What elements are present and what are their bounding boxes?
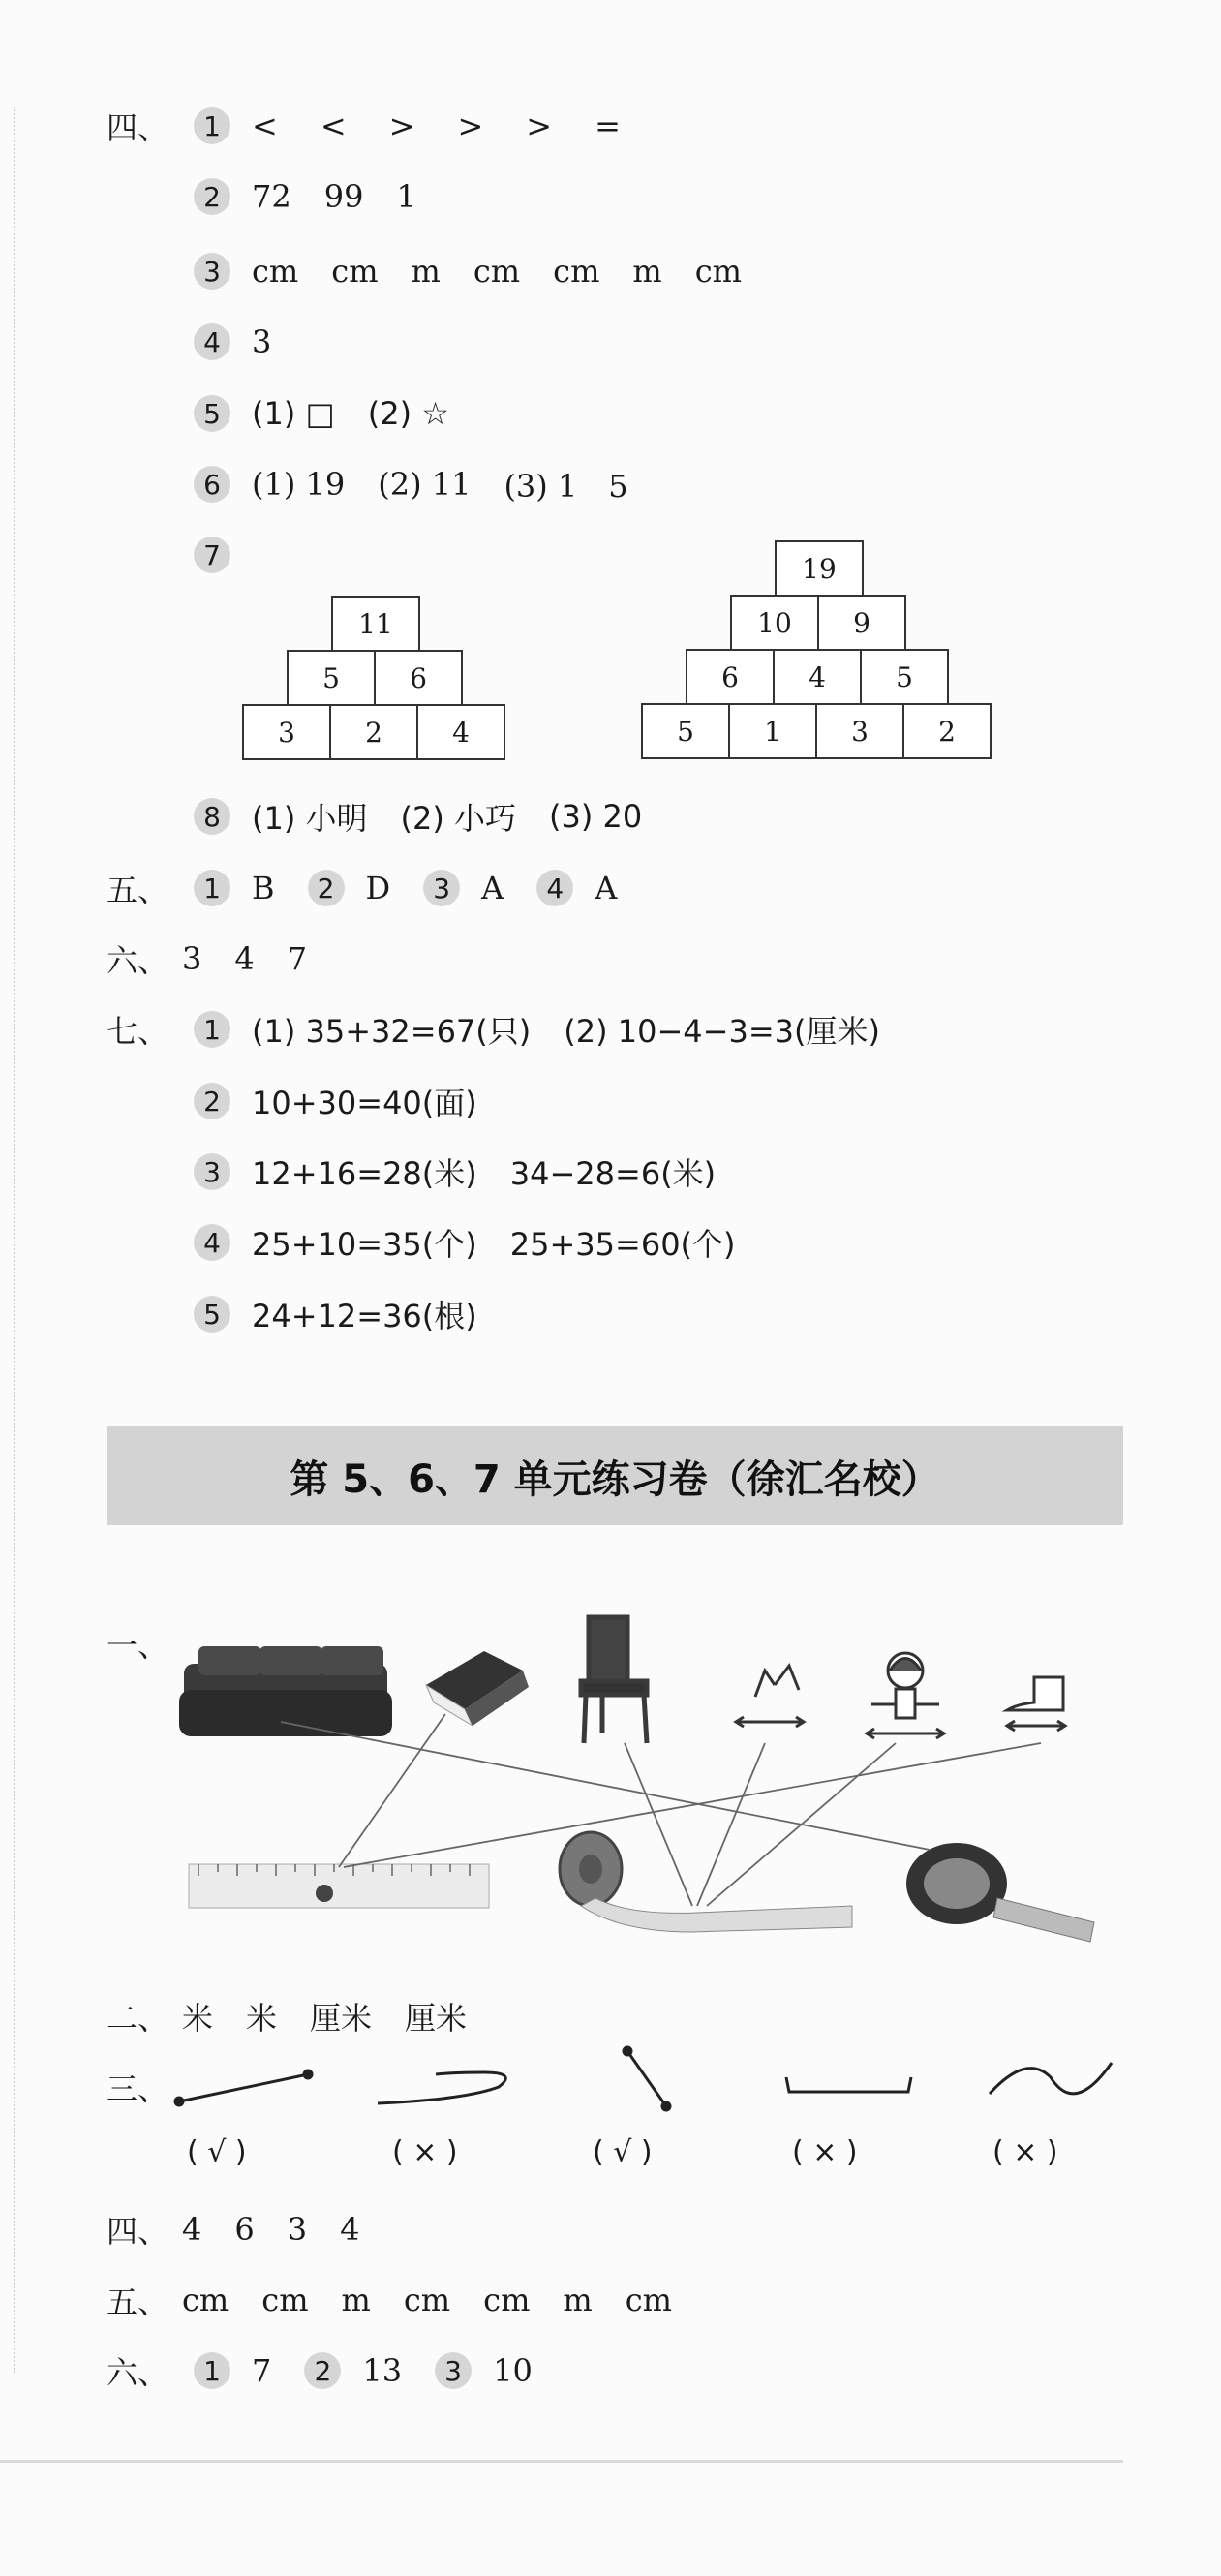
judge-mark: ( √ ) (593, 2135, 653, 2169)
answer: A (481, 870, 504, 906)
pyramid-cell: 19 (775, 540, 864, 597)
section-label: 六、 (107, 2354, 169, 2391)
answer: 厘米 (310, 2000, 373, 2037)
answer: 7 (287, 940, 308, 977)
answer: 4 (234, 940, 255, 977)
section-label: 五、 (107, 872, 169, 908)
foot-icon (1007, 1677, 1065, 1731)
answer: (1) 35+32=67(只) (252, 1013, 532, 1050)
answer: cm (252, 253, 299, 290)
pyramid-cell: 9 (817, 595, 906, 651)
pyramid-cell: 3 (242, 704, 331, 760)
answer: (1) 19 (252, 466, 346, 503)
answer: 3 (287, 2211, 308, 2248)
pyramid-cell: 6 (686, 649, 775, 705)
answer: 米 (182, 2000, 214, 2037)
soft-tape-measure-icon (560, 1832, 852, 1932)
pyramid-cell: 11 (331, 596, 420, 652)
pyramid-cell: 6 (374, 650, 463, 706)
answer: D (365, 870, 391, 906)
answer: 72 (252, 178, 291, 215)
question-number: 5 (194, 1296, 230, 1333)
answer: (1) □ (252, 395, 335, 432)
question-number: 3 (435, 2352, 472, 2389)
answer: (2) 小巧 (400, 800, 517, 837)
judge-mark: ( × ) (992, 2135, 1058, 2169)
answer: cm (261, 2282, 309, 2318)
answer: 4 (340, 2211, 360, 2248)
answer: > (388, 107, 415, 144)
answer: (3) 1 5 (504, 468, 628, 505)
answer: A (595, 870, 618, 906)
steel-tape-measure-icon (906, 1843, 1094, 1942)
answer: (2) 10−4−3=3(厘米) (564, 1013, 880, 1050)
answer: m (341, 2282, 371, 2318)
answer: 24+12=36(根) (252, 1298, 477, 1334)
new-part2 (107, 1987, 500, 2045)
answer: cm (403, 2282, 451, 2318)
answer: cm (182, 2282, 229, 2318)
section-label: 二、 (107, 2000, 169, 2037)
question-number: 3 (423, 870, 460, 906)
pyramid-cell: 4 (773, 649, 862, 705)
question-number: 2 (194, 178, 230, 215)
question-number: 2 (194, 1083, 230, 1119)
answer: cm (473, 253, 521, 290)
section-label: 四、 (107, 2213, 169, 2250)
new-part6 (107, 2342, 565, 2400)
answer: = (595, 107, 621, 144)
answer: B (252, 870, 275, 906)
answer: 34−28=6(米) (509, 1155, 717, 1192)
new-part5 (107, 2271, 705, 2329)
answer: m (563, 2282, 593, 2318)
answer: (1) 小明 (252, 800, 368, 837)
answer: cm (625, 2282, 673, 2318)
answer: < (252, 107, 278, 144)
judge-mark: ( × ) (392, 2135, 458, 2169)
pyramid-cell: 5 (287, 650, 376, 706)
unit-test-banner: 第 5、6、7 单元练习卷（徐汇名校） (107, 1426, 1123, 1525)
pyramid-cell: 10 (730, 595, 819, 651)
answer: 米 (246, 2000, 278, 2037)
new-part4 (107, 2200, 392, 2258)
answer: 1 (396, 178, 416, 215)
answer: (2) 11 (378, 466, 472, 503)
judge-mark: ( × ) (792, 2135, 858, 2169)
question-number: 1 (194, 870, 230, 906)
section-label: 四、 (107, 109, 169, 146)
pyramid-cell: 1 (728, 703, 817, 759)
question-number: 4 (536, 870, 573, 906)
new-part3 (107, 2058, 194, 2116)
answer: 3 (182, 940, 202, 977)
answer: 6 (234, 2211, 255, 2248)
judge-mark: ( √ ) (187, 2135, 247, 2169)
answer: (2) ☆ (367, 395, 449, 432)
answer: cm (553, 253, 600, 290)
answer: m (632, 253, 662, 290)
answer: m (411, 253, 441, 290)
question-number: 4 (194, 1224, 230, 1261)
answer: 25+35=60(个) (509, 1226, 736, 1263)
pyramid-cell: 2 (902, 703, 992, 759)
answer: cm (331, 253, 379, 290)
walking-legs-icon (736, 1666, 804, 1727)
answer: 99 (323, 178, 364, 215)
answer: 25+10=35(个) (252, 1226, 477, 1263)
ruler-icon (189, 1864, 489, 1908)
question-number: 6 (194, 466, 230, 503)
question-number: 5 (194, 395, 230, 432)
answer: (3) 20 (549, 798, 643, 835)
answer: 7 (252, 2352, 272, 2389)
eraser-icon (426, 1651, 529, 1726)
answer: < (320, 107, 347, 144)
answer: 10+30=40(面) (252, 1085, 477, 1121)
answer: 3 (252, 323, 272, 360)
question-number: 2 (304, 2352, 341, 2389)
question-number: 4 (194, 323, 230, 360)
question-number: 3 (194, 1153, 230, 1190)
section-label: 五、 (107, 2284, 169, 2320)
question-number: 1 (194, 1011, 230, 1048)
question-number: 8 (194, 798, 230, 835)
answer: 10 (493, 2352, 533, 2389)
answer: > (526, 107, 553, 144)
pyramid-cell: 5 (641, 703, 730, 759)
answer: 13 (362, 2352, 403, 2389)
question-number: 7 (194, 537, 230, 573)
girl-arm-span-icon (867, 1653, 944, 1738)
question-number: 2 (308, 870, 345, 906)
answer: 厘米 (405, 2000, 468, 2037)
answer: 4 (182, 2211, 202, 2248)
question-number: 1 (194, 107, 230, 144)
answer: cm (483, 2282, 531, 2318)
pyramid-cell: 2 (329, 704, 418, 760)
section-label: 三、 (107, 2070, 169, 2107)
answer: cm (694, 253, 743, 290)
question-number: 1 (194, 2352, 230, 2389)
chair-icon (581, 1617, 647, 1743)
pyramid-cell: 4 (416, 704, 505, 760)
answer: 12+16=28(米) (252, 1155, 477, 1192)
answer: > (457, 107, 484, 144)
section-label: 六、 (107, 942, 169, 979)
section-label: 七、 (107, 1013, 169, 1050)
section-label: 一、 (107, 1627, 169, 1664)
pyramid-cell: 3 (815, 703, 904, 759)
question-number: 3 (194, 253, 230, 290)
pyramid-cell: 5 (860, 649, 949, 705)
